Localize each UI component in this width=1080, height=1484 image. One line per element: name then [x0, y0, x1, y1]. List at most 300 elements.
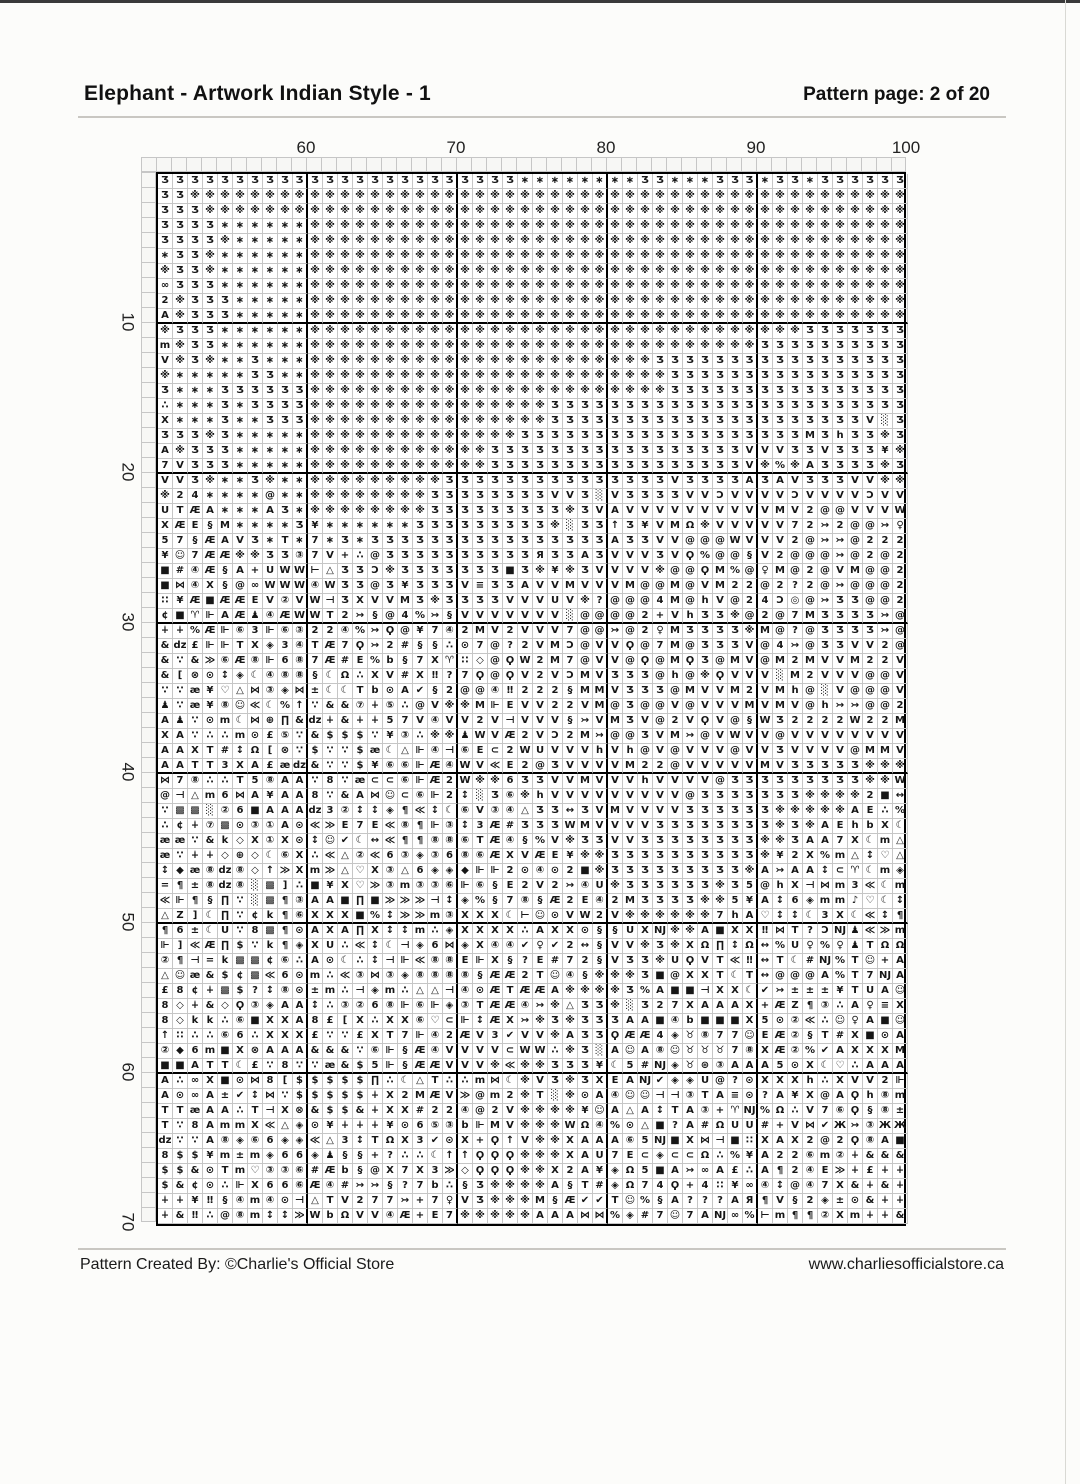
grid-cell: ※	[608, 189, 623, 204]
grid-cell: V	[623, 819, 638, 834]
grid-cell: Ʒ	[578, 504, 593, 519]
grid-cell: ↣	[878, 519, 893, 534]
grid-cell: ░	[878, 414, 893, 429]
grid-cell: V	[548, 579, 563, 594]
grid-cell: T	[308, 639, 323, 654]
grid-cell: Ʒ	[278, 414, 293, 429]
grid-cell: Ʒ	[458, 519, 473, 534]
grid-cell: #	[698, 1119, 713, 1134]
grid-cell: ■	[863, 1029, 878, 1044]
grid-cell: Ʒ	[263, 369, 278, 384]
grid-cell: &	[338, 1059, 353, 1074]
grid-cell: ※	[773, 204, 788, 219]
grid-cell: ⊩	[158, 939, 173, 954]
grid-cell: %	[728, 564, 743, 579]
grid-cell: V	[548, 489, 563, 504]
grid-cell: ∔	[863, 1209, 878, 1224]
grid-cell: ✔	[413, 684, 428, 699]
grid-cell: X	[293, 1029, 308, 1044]
grid-cell: 4	[758, 594, 773, 609]
grid-cell: ∗	[293, 504, 308, 519]
grid-cell: Ʒ	[278, 549, 293, 564]
grid-cell: ∏	[218, 909, 233, 924]
grid-cell: ∔	[188, 999, 203, 1014]
grid-cell: V	[833, 489, 848, 504]
grid-cell: Ʒ	[833, 609, 848, 624]
grid-cell: Ʒ	[428, 504, 443, 519]
grid-cell: ※	[428, 219, 443, 234]
grid-cell: ∴	[218, 1179, 233, 1194]
grid-cell: h	[728, 909, 743, 924]
grid-cell: 2	[833, 714, 848, 729]
grid-cell: ¢	[188, 1179, 203, 1194]
grid-cell: ※	[383, 309, 398, 324]
grid-cell: ¥	[728, 1179, 743, 1194]
grid-cell: 5	[773, 1059, 788, 1074]
grid-cell: Ʒ	[893, 384, 908, 399]
grid-cell: A	[188, 1059, 203, 1074]
grid-cell: 7	[338, 639, 353, 654]
grid-cell: Ɔ	[788, 489, 803, 504]
grid-cell: ⑥	[233, 624, 248, 639]
grid-cell: @	[803, 624, 818, 639]
grid-cell: ※	[353, 279, 368, 294]
grid-cell: ※	[863, 294, 878, 309]
grid-cell: 8	[248, 924, 263, 939]
grid-cell: ↔	[758, 939, 773, 954]
left-ruler	[141, 172, 156, 1222]
grid-cell: Ʒ	[353, 579, 368, 594]
grid-cell: Ϙ	[503, 1164, 518, 1179]
grid-cell: Æ	[203, 534, 218, 549]
grid-cell: ■	[173, 1059, 188, 1074]
grid-cell: ☺	[383, 789, 398, 804]
grid-cell: ∗	[233, 234, 248, 249]
grid-cell: ∵	[323, 744, 338, 759]
grid-cell: ⑥	[623, 1134, 638, 1149]
grid-cell: m	[203, 789, 218, 804]
grid-cell: ¶	[398, 804, 413, 819]
grid-cell: ※	[308, 369, 323, 384]
grid-cell: ♀	[833, 939, 848, 954]
grid-cell: ⊕	[263, 714, 278, 729]
grid-cell: ※	[353, 249, 368, 264]
grid-cell: U	[158, 504, 173, 519]
grid-cell: ⑥	[218, 654, 233, 669]
grid-cell: 7	[653, 1209, 668, 1224]
grid-cell: ∴	[383, 1074, 398, 1089]
grid-cell: ≫	[398, 909, 413, 924]
grid-cell: Ʒ	[758, 354, 773, 369]
grid-cell: A	[893, 954, 908, 969]
grid-cell: V	[833, 729, 848, 744]
grid-cell: Ʒ	[203, 234, 218, 249]
grid-cell: ✔	[338, 834, 353, 849]
grid-cell: ⑥	[218, 1029, 233, 1044]
grid-cell: Ʒ	[533, 444, 548, 459]
grid-cell: ※	[698, 519, 713, 534]
grid-cell: ※	[368, 354, 383, 369]
grid-cell: Ʒ	[593, 459, 608, 474]
grid-cell: Ʒ	[728, 804, 743, 819]
grid-cell: ⊙	[518, 864, 533, 879]
grid-cell: X	[203, 579, 218, 594]
grid-cell: ※	[428, 324, 443, 339]
grid-cell: ⊣	[383, 954, 398, 969]
grid-cell: ⊙	[548, 909, 563, 924]
grid-cell: ※	[698, 324, 713, 339]
grid-cell: ※	[683, 264, 698, 279]
grid-cell: ∔	[878, 1209, 893, 1224]
grid-cell: T	[188, 759, 203, 774]
grid-cell: ※	[638, 939, 653, 954]
grid-cell: Ʒ	[713, 384, 728, 399]
grid-cell: M	[848, 564, 863, 579]
grid-cell: ∗	[188, 399, 203, 414]
grid-cell: W	[278, 564, 293, 579]
grid-cell: ♀	[533, 939, 548, 954]
grid-cell: §	[593, 924, 608, 939]
grid-cell: A	[353, 789, 368, 804]
grid-cell: ǳ	[158, 1134, 173, 1149]
grid-cell: ※	[788, 294, 803, 309]
grid-cell: A	[578, 1149, 593, 1164]
grid-cell: Ʒ	[683, 894, 698, 909]
grid-cell: X	[188, 744, 203, 759]
grid-cell: Ϙ	[638, 654, 653, 669]
grid-cell: ※	[893, 234, 908, 249]
grid-cell: 7	[563, 654, 578, 669]
grid-cell: 5	[158, 534, 173, 549]
grid-cell: ※	[593, 339, 608, 354]
grid-cell: ⑥	[503, 789, 518, 804]
grid-cell: $	[353, 759, 368, 774]
grid-cell: W	[893, 504, 908, 519]
grid-cell: X	[788, 1134, 803, 1149]
grid-cell: Ʒ	[518, 459, 533, 474]
grid-cell: Ʒ	[803, 444, 818, 459]
grid-cell: ※	[173, 354, 188, 369]
grid-cell: ¶	[413, 819, 428, 834]
grid-cell: Ʒ	[638, 174, 653, 189]
grid-cell: ∗	[548, 174, 563, 189]
grid-cell: ※	[758, 234, 773, 249]
grid-cell: ǳ	[308, 804, 323, 819]
grid-cell: ↣	[818, 519, 833, 534]
grid-cell: %	[758, 1104, 773, 1119]
row-label: 20	[118, 462, 138, 482]
grid-cell: A	[158, 744, 173, 759]
grid-cell: 4	[398, 609, 413, 624]
grid-cell: E	[533, 954, 548, 969]
grid-cell: ※	[443, 459, 458, 474]
grid-cell: V	[848, 474, 863, 489]
grid-cell: m	[218, 714, 233, 729]
grid-cell: V	[698, 954, 713, 969]
grid-cell: Ʒ	[863, 429, 878, 444]
grid-cell: V	[608, 759, 623, 774]
grid-cell: Æ	[233, 654, 248, 669]
grid-cell: ※	[473, 294, 488, 309]
grid-cell: ③	[818, 999, 833, 1014]
grid-cell: W	[293, 579, 308, 594]
grid-cell: ≫	[443, 1164, 458, 1179]
grid-cell: Æ	[413, 1059, 428, 1074]
grid-cell: A	[293, 774, 308, 789]
grid-cell: Ʒ	[818, 174, 833, 189]
grid-cell: ※	[368, 219, 383, 234]
grid-cell: ≫	[413, 894, 428, 909]
grid-cell: ∴	[353, 549, 368, 564]
grid-cell: Ʒ	[893, 399, 908, 414]
grid-cell: X	[743, 999, 758, 1014]
grid-cell: @	[758, 579, 773, 594]
grid-cell: §	[218, 564, 233, 579]
grid-cell: 3	[473, 819, 488, 834]
grid-cell: Æ	[413, 1044, 428, 1059]
grid-cell: ※	[713, 219, 728, 234]
grid-cell: Ʒ	[443, 579, 458, 594]
grid-cell: m	[413, 924, 428, 939]
grid-cell: ✔	[818, 1119, 833, 1134]
grid-cell: 7	[473, 639, 488, 654]
grid-cell: M	[623, 759, 638, 774]
grid-cell: ※	[413, 399, 428, 414]
grid-cell: ∗	[278, 369, 293, 384]
grid-cell: M	[608, 804, 623, 819]
grid-cell: Ʒ	[443, 594, 458, 609]
grid-cell: ǳ	[173, 639, 188, 654]
grid-cell: ※	[563, 384, 578, 399]
grid-cell: ∗	[278, 429, 293, 444]
grid-cell: ④	[428, 1029, 443, 1044]
grid-cell: ∵	[308, 774, 323, 789]
grid-cell: 2	[788, 654, 803, 669]
grid-cell: ※	[518, 1164, 533, 1179]
grid-cell: 6	[173, 924, 188, 939]
grid-cell: k	[218, 834, 233, 849]
grid-cell: 7	[413, 1179, 428, 1194]
grid-cell: 4	[653, 1179, 668, 1194]
grid-cell: ※	[788, 279, 803, 294]
grid-cell: Ɔ	[563, 639, 578, 654]
grid-cell: ※	[308, 399, 323, 414]
grid-cell: V	[818, 729, 833, 744]
grid-cell: ※	[833, 264, 848, 279]
grid-cell: ◈	[458, 939, 473, 954]
grid-cell: h	[788, 684, 803, 699]
grid-cell: ░	[563, 609, 578, 624]
grid-cell: ↣	[368, 624, 383, 639]
grid-cell: Æ	[428, 1089, 443, 1104]
grid-cell: $	[308, 744, 323, 759]
grid-cell: Ʒ	[863, 384, 878, 399]
grid-cell: Я	[533, 549, 548, 564]
grid-cell: ≫	[368, 879, 383, 894]
grid-cell: ※	[698, 264, 713, 279]
grid-cell: ∞	[188, 1074, 203, 1089]
grid-cell: ※	[758, 204, 773, 219]
grid-cell: Ʒ	[218, 309, 233, 324]
grid-cell: ¶	[173, 954, 188, 969]
grid-cell: ∴	[173, 1074, 188, 1089]
grid-cell: ※	[383, 564, 398, 579]
grid-cell: Ʒ	[443, 564, 458, 579]
grid-cell: ⋈	[293, 684, 308, 699]
grid-cell: ∗	[278, 264, 293, 279]
grid-cell: X	[293, 849, 308, 864]
grid-cell: 3	[818, 909, 833, 924]
grid-cell: §	[398, 1059, 413, 1074]
grid-cell: +	[758, 999, 773, 1014]
grid-cell: 2	[608, 894, 623, 909]
grid-cell: A	[578, 549, 593, 564]
grid-cell: ↕	[248, 1089, 263, 1104]
grid-cell: Ʒ	[743, 774, 758, 789]
grid-cell: Ʒ	[683, 864, 698, 879]
grid-cell: §	[803, 1029, 818, 1044]
grid-cell: ※	[518, 369, 533, 384]
grid-cell: @	[608, 699, 623, 714]
column-labels	[156, 138, 921, 158]
grid-cell: Ʒ	[728, 174, 743, 189]
grid-cell: V	[458, 1044, 473, 1059]
grid-cell: ■	[338, 894, 353, 909]
grid-cell: T	[788, 924, 803, 939]
grid-cell: ∗	[293, 339, 308, 354]
grid-cell: ※	[548, 294, 563, 309]
grid-cell: ※	[758, 324, 773, 339]
grid-cell: b	[458, 1119, 473, 1134]
grid-cell: m	[473, 1074, 488, 1089]
grid-cell: Ʒ	[818, 609, 833, 624]
grid-cell: ∗	[248, 264, 263, 279]
grid-cell: h	[533, 789, 548, 804]
grid-cell: §	[593, 954, 608, 969]
grid-cell: ≪	[488, 759, 503, 774]
grid-cell: V	[518, 594, 533, 609]
grid-cell: +	[773, 1119, 788, 1134]
grid-cell: Ʒ	[413, 534, 428, 549]
grid-cell: A	[308, 924, 323, 939]
grid-cell: ∴	[203, 1209, 218, 1224]
grid-cell: ※	[578, 219, 593, 234]
grid-cell: ☾	[788, 954, 803, 969]
grid-cell: V	[593, 669, 608, 684]
grid-cell: ✔	[233, 1089, 248, 1104]
grid-cell: V	[848, 729, 863, 744]
grid-cell: T	[473, 999, 488, 1014]
grid-cell: ↕	[878, 909, 893, 924]
grid-cell: ※	[413, 249, 428, 264]
grid-cell: Ʒ	[248, 369, 263, 384]
grid-cell: A	[608, 1044, 623, 1059]
grid-cell: ※	[743, 264, 758, 279]
grid-cell: ※	[818, 279, 833, 294]
grid-cell: ※	[503, 354, 518, 369]
grid-cell: ∔	[368, 1089, 383, 1104]
grid-cell: Ʒ	[713, 834, 728, 849]
grid-cell: M	[728, 654, 743, 669]
grid-cell: Ʒ	[878, 369, 893, 384]
grid-cell: Ʒ	[758, 399, 773, 414]
grid-cell: V	[263, 594, 278, 609]
grid-cell: ☾	[233, 1059, 248, 1074]
grid-cell: A	[743, 1059, 758, 1074]
grid-cell: A	[548, 1209, 563, 1224]
grid-cell: ☾	[338, 684, 353, 699]
grid-cell: X	[263, 1014, 278, 1029]
grid-cell: M	[773, 699, 788, 714]
grid-cell: h	[623, 744, 638, 759]
grid-cell: ◈	[608, 1179, 623, 1194]
grid-cell: m	[848, 1209, 863, 1224]
grid-cell: ※	[848, 219, 863, 234]
grid-cell: ※	[338, 279, 353, 294]
grid-cell: Ʒ	[218, 459, 233, 474]
grid-cell: ⋈	[698, 1134, 713, 1149]
grid-cell: Ʒ	[698, 864, 713, 879]
grid-cell: ※	[473, 189, 488, 204]
grid-cell: ≪	[338, 969, 353, 984]
grid-cell: b	[683, 1014, 698, 1029]
grid-cell: ∗	[383, 519, 398, 534]
grid-cell: M	[578, 774, 593, 789]
grid-cell: Æ	[308, 1179, 323, 1194]
grid-cell: ∗	[233, 459, 248, 474]
grid-cell: Ʒ	[203, 444, 218, 459]
grid-cell: m	[893, 924, 908, 939]
grid-cell: Ω	[623, 1164, 638, 1179]
grid-cell: ※	[383, 294, 398, 309]
grid-cell: ☺	[863, 954, 878, 969]
grid-cell: A	[278, 774, 293, 789]
grid-cell: W	[458, 774, 473, 789]
grid-cell: Ʒ	[503, 489, 518, 504]
grid-cell: Ʒ	[668, 864, 683, 879]
grid-cell: ⋈	[248, 1074, 263, 1089]
grid-cell: ④	[293, 639, 308, 654]
grid-cell: ③	[263, 684, 278, 699]
grid-cell: ①	[263, 834, 278, 849]
grid-cell: ◈	[278, 1134, 293, 1149]
grid-cell: X	[368, 669, 383, 684]
grid-cell: Ʒ	[728, 354, 743, 369]
grid-cell: V	[608, 909, 623, 924]
grid-cell: @	[848, 519, 863, 534]
grid-cell: V	[623, 564, 638, 579]
grid-cell: ※	[743, 249, 758, 264]
grid-cell: ※	[608, 384, 623, 399]
grid-cell: @	[668, 744, 683, 759]
grid-cell: §	[353, 1149, 368, 1164]
grid-cell: ※	[308, 444, 323, 459]
grid-cell: @	[593, 624, 608, 639]
grid-cell: M	[548, 639, 563, 654]
grid-cell: ※	[713, 879, 728, 894]
grid-cell: ✔	[818, 1044, 833, 1059]
grid-cell: X	[773, 1074, 788, 1089]
grid-cell: ※	[893, 309, 908, 324]
grid-cell: ■	[158, 564, 173, 579]
grid-cell: ▩	[248, 954, 263, 969]
grid-cell: ※	[743, 219, 758, 234]
grid-cell: b	[368, 684, 383, 699]
grid-cell: Ʒ	[323, 174, 338, 189]
grid-cell: ※	[608, 219, 623, 234]
grid-cell: V	[548, 789, 563, 804]
grid-cell: ※	[503, 384, 518, 399]
